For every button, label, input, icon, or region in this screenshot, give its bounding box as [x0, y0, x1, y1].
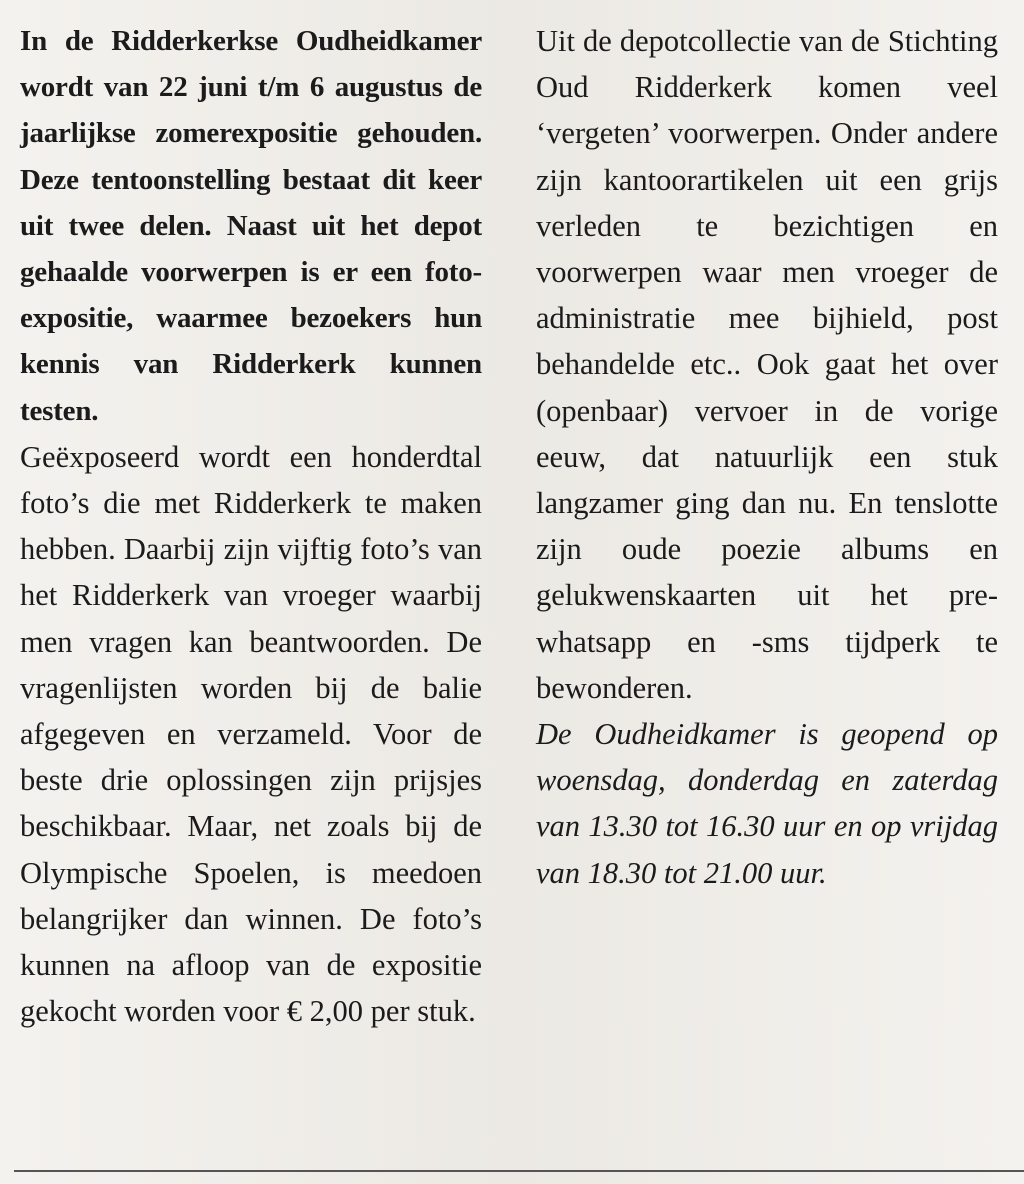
opening-hours: De Oudheidkamer is geopend op woensdag, donderdag en zaterdag van 13.30 tot 16.30 uur en op vrijdag van 18.30 tot 21.00 uur.	[536, 717, 998, 890]
right-column	[536, 18, 998, 896]
lead-paragraph: In de Ridderkerkse Oudheidkamer wordt van 22 juni t/m 6 augustus de jaarlijkse zomerexpositie gehouden. Deze tentoonstelling bestaat dit keer uit twee delen. Naast uit het depot gehaalde voorwerpen is er een foto-expositie, waarmee bezoekers hun kennis van Ridderkerk kunnen testen.	[20, 25, 482, 427]
left-column	[20, 18, 482, 1034]
bottom-rule	[14, 1170, 1024, 1172]
paragraph-photo-exhibition: Geëxposeerd wordt een honderdtal foto’s die met Ridderkerk te maken hebben. Daarbij zijn vijftig foto’s van het Ridderkerk van vroeger waarbij men vragen kan beantwoorden. De vragenlijsten worden bij de balie afgegeven en verzameld. Voor de beste drie oplossingen zijn prijsjes beschikbaar. Maar, net zoals bij de Olympische Spoelen, is meedoen belangrijker dan winnen. De foto’s kunnen na afloop van de expositie gekocht worden voor € 2,00 per stuk.	[20, 439, 482, 1029]
paragraph-depot-collection: Uit de depotcollectie van de Stichting Oud Ridderkerk komen veel ‘vergeten’ voorwerpen. Onder andere zijn kantoorartikelen uit een grijs verleden te bezichtigen en voorwerpen waar men vroeger de administratie mee bijhield, post behandelde etc.. Ook gaat het over (openbaar) vervoer in de vorige eeuw, dat natuurlijk een stuk langzamer ging dan nu. En tenslotte zijn oude poezie albums en gelukwenskaarten uit het pre-whatsapp en -sms tijdperk te bewonderen.	[536, 24, 998, 705]
